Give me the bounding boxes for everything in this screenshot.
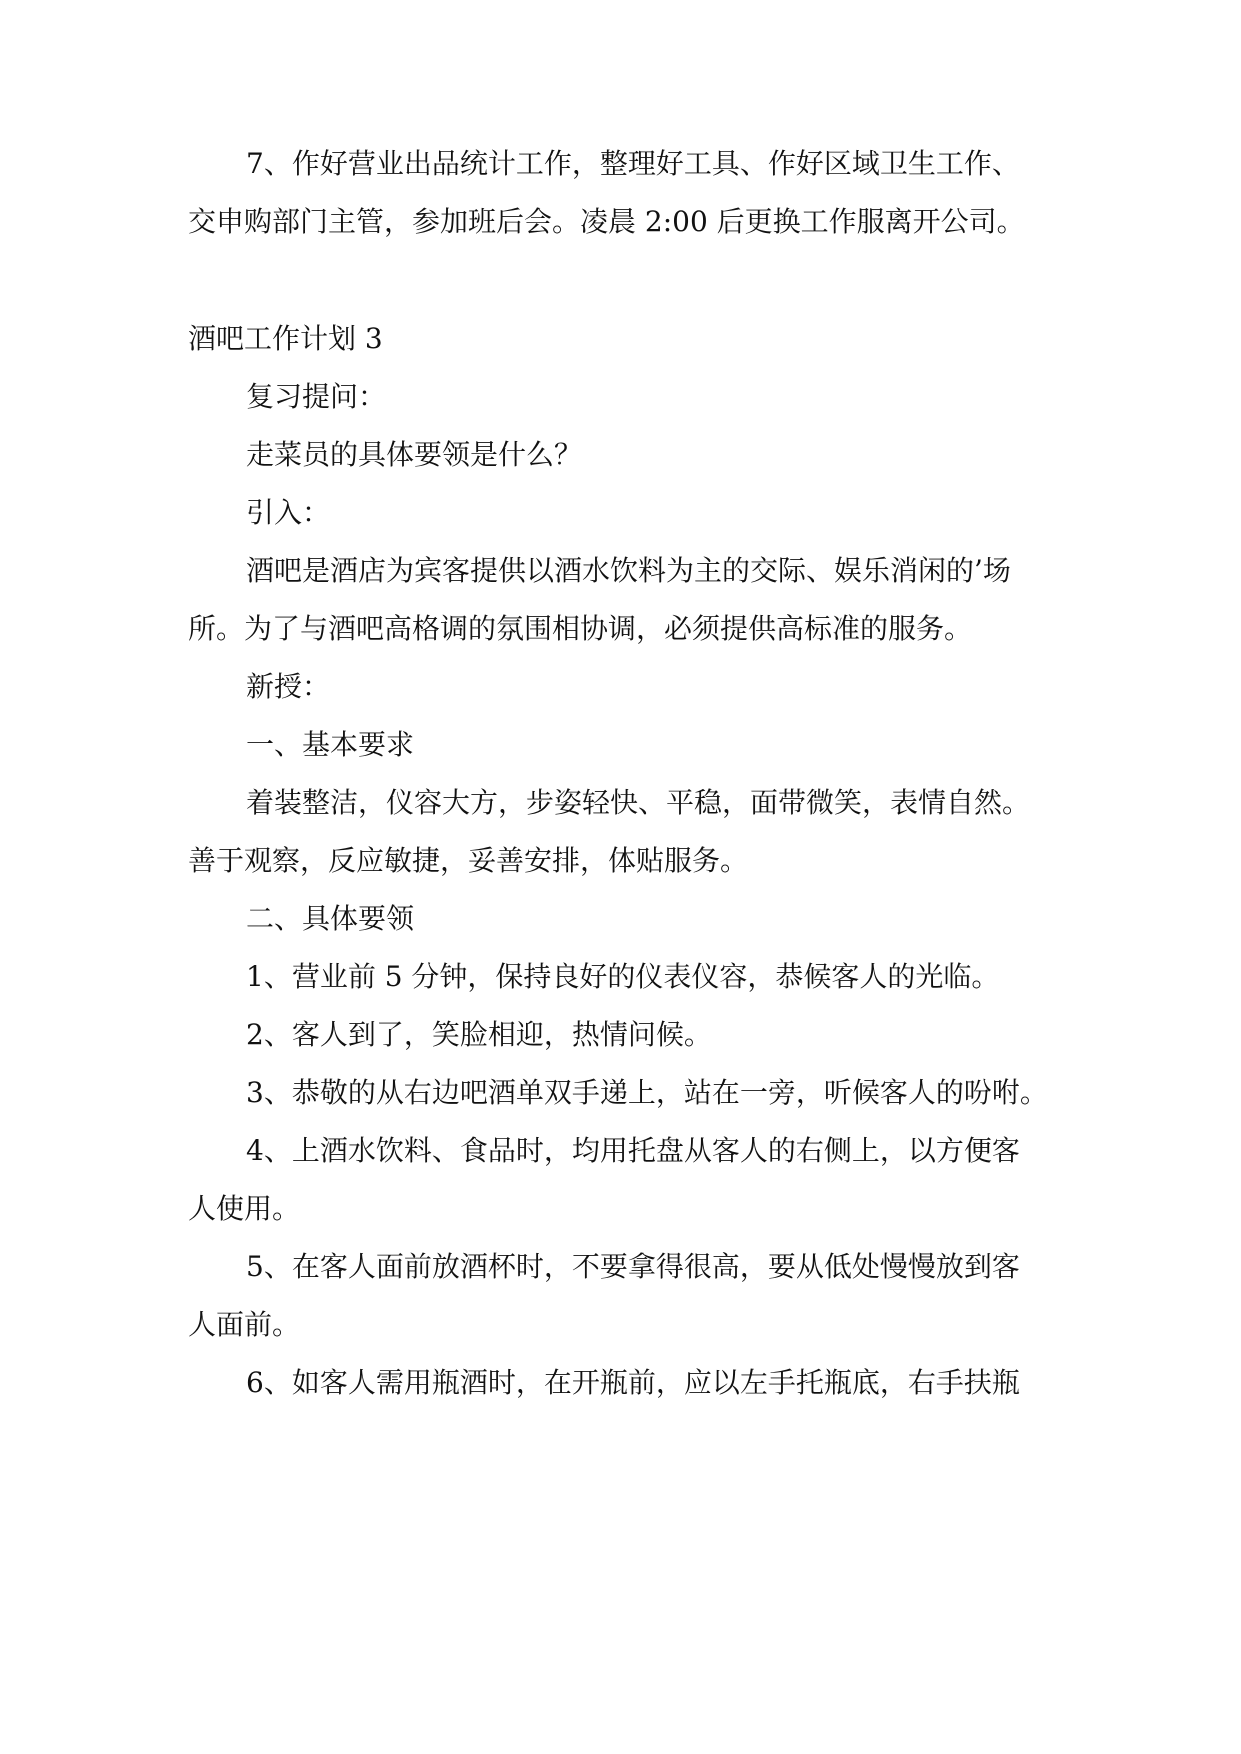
- paragraph-line: 新授：: [246, 670, 331, 703]
- paragraph-line: 1、营业前 5 分钟，保持良好的仪表仪容，恭候客人的光临。: [246, 960, 1000, 993]
- paragraph-line: 走菜员的具体要领是什么？: [246, 438, 583, 471]
- subheading-line: 二、具体要领: [246, 902, 415, 935]
- paragraph-line: 酒吧是酒店为宾客提供以酒水饮料为主的交际、娱乐消闲的’场: [246, 554, 1011, 587]
- paragraph-line: 5、在客人面前放酒杯时，不要拿得很高，要从低处慢慢放到客: [246, 1250, 1020, 1283]
- section-heading: 酒吧工作计划 3: [188, 322, 383, 355]
- paragraph-line: 6、如客人需用瓶酒时，在开瓶前，应以左手托瓶底，右手扶瓶: [246, 1366, 1020, 1399]
- paragraph-line: 善于观察，反应敏捷，妥善安排，体贴服务。: [188, 844, 749, 877]
- paragraph-line: 着装整洁，仪容大方，步姿轻快、平稳，面带微笑，表情自然。: [246, 786, 1031, 819]
- paragraph-line: 3、恭敬的从右边吧酒单双手递上，站在一旁，听候客人的吩咐。: [246, 1076, 1048, 1109]
- paragraph-line: 人面前。: [188, 1308, 301, 1341]
- paragraph-line: 4、上酒水饮料、食品时，均用托盘从客人的右侧上，以方便客: [246, 1134, 1020, 1167]
- paragraph-line: 7、作好营业出品统计工作，整理好工具、作好区域卫生工作、: [246, 147, 1020, 180]
- paragraph-line: 交申购部门主管，参加班后会。凌晨 2:00 后更换工作服离开公司。: [188, 205, 1025, 238]
- paragraph-line: 人使用。: [188, 1192, 301, 1225]
- paragraph-line: 引入：: [246, 496, 331, 529]
- paragraph-line: 复习提问：: [246, 380, 387, 413]
- subheading-line: 一、基本要求: [246, 728, 415, 761]
- paragraph-line: 所。为了与酒吧高格调的氛围相协调，必须提供高标准的服务。: [188, 612, 973, 645]
- paragraph-line: 2、客人到了，笑脸相迎，热情问候。: [246, 1018, 712, 1051]
